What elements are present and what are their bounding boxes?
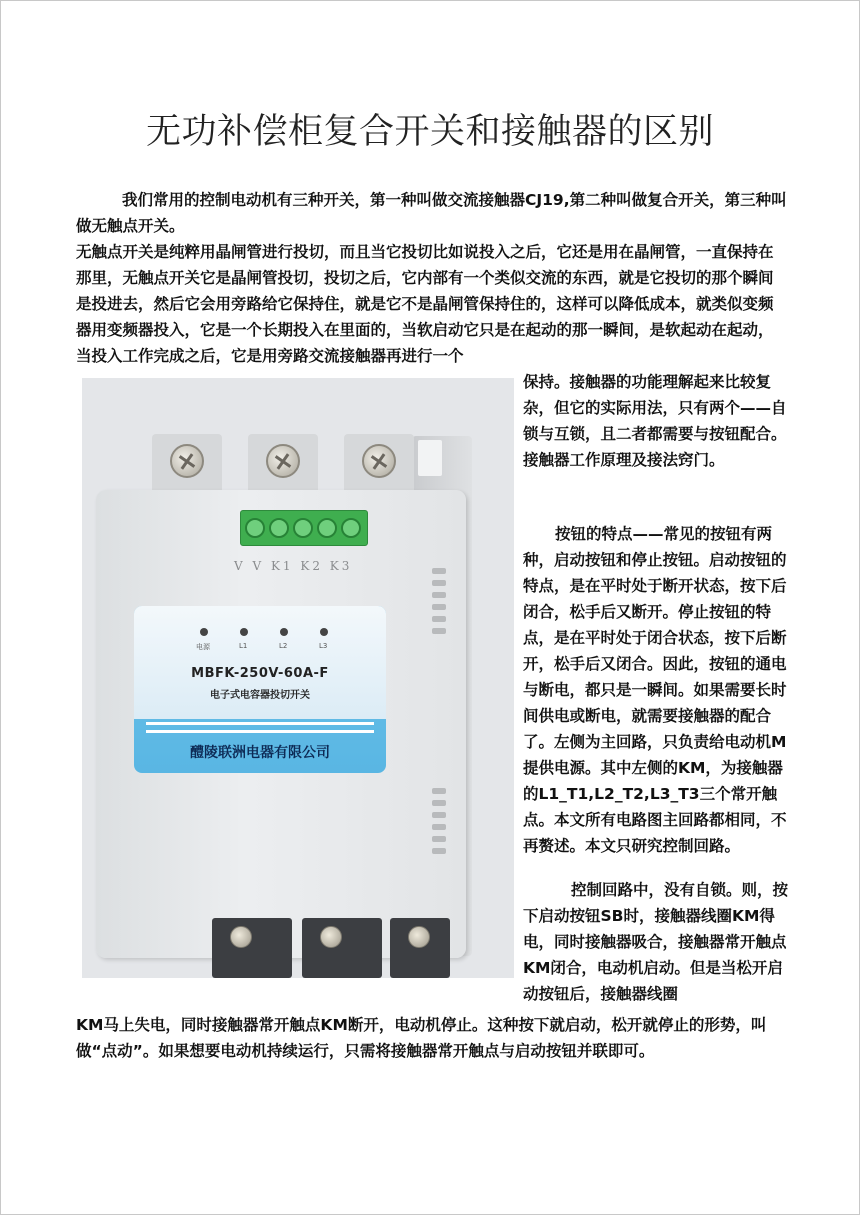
control-terminal xyxy=(240,510,368,546)
screw-icon xyxy=(170,444,204,478)
product-photo xyxy=(82,378,514,978)
screw-icon xyxy=(266,444,300,478)
company-name: 醴陵联洲电器有限公司 xyxy=(190,745,330,761)
mounting-ear xyxy=(418,440,442,476)
bottom-terminal-middle xyxy=(302,918,382,978)
led-label-l3: L3 xyxy=(319,642,328,650)
screw-icon xyxy=(320,926,342,948)
contactor-usage-text: 保持。接触器的功能理解起来比较复杂，但它的实际用法，只有两个——自锁与互锁，且二者都需要与按钮配合。 xyxy=(523,373,787,443)
led-label-l1: L1 xyxy=(239,642,248,650)
terminal-labels: V V K1 K2 K3 xyxy=(234,559,353,573)
vent-slots-lower xyxy=(432,788,446,860)
side-text-contactor xyxy=(523,369,793,473)
screw-icon xyxy=(230,926,252,948)
led-l3-icon xyxy=(320,628,328,636)
led-power-icon xyxy=(200,628,208,636)
front-label-panel xyxy=(134,606,386,773)
page-title: 无功补偿柜复合开关和接触器的区别 xyxy=(145,112,714,152)
label-upper-area xyxy=(134,606,386,719)
led-label-power: 电源 xyxy=(196,643,210,651)
contactor-tips-text: 接触器工作原理及接法窍门。 xyxy=(523,451,725,469)
side-text-buttons: 按钮的特点——常见的按钮有两种，启动按钮和停止按钮。启动按钮的特点，是在平时处于断开状态，按下后闭合，松手后又断开。停止按钮的特点，是在平时处于闭合状态，按下后断开，松手后又闭合。因此，按钮的通电与断电，都只是一瞬间。如果需要长时间供电或断电，就需要接触器的配合了。左侧为主回路，只负责给电动机M提供电源。其中左侧的KM，为接触器的L1_T1,L2_T2,L3_T3三个常开触点。本文所有电路图主回路都相同，不再赘述。本文只研究控制回路。 xyxy=(523,525,787,855)
label-stripe xyxy=(146,722,374,725)
label-stripe xyxy=(146,730,374,733)
vent-slots-upper xyxy=(432,568,446,640)
paragraph-intro: 我们常用的控制电动机有三种开关，第一种叫做交流接触器CJ19,第二种叫做复合开关，第三种叫做无触点开关。 xyxy=(76,191,787,235)
side-text-control-circuit: 控制回路中，没有自锁。则，按下启动按钮SB时，接触器线圈KM得电，同时接触器吸合，接触器常开触点KM闭合，电动机启动。但是当松开启动按钮后，接触器线圈 xyxy=(523,881,789,1003)
paragraph-jog-mode: KM马上失电，同时接触器常开触点KM断开，电动机停止。这种按下就启动，松开就停止的形势，叫做“点动”。如果想要电动机持续运行，只需将接触器常开触点与启动按钮并联即可。 xyxy=(76,1016,767,1060)
led-l1-icon xyxy=(240,628,248,636)
screw-icon xyxy=(362,444,396,478)
product-subtitle: 电子式电容器投切开关 xyxy=(210,690,310,701)
screw-icon xyxy=(408,926,430,948)
bottom-terminal-left xyxy=(212,918,292,978)
led-l2-icon xyxy=(280,628,288,636)
model-number: MBFK-250V-60A-F xyxy=(191,666,329,681)
paragraph-solid-state-switch: 无触点开关是纯粹用晶闸管进行投切，而且当它投切比如说投入之后，它还是用在晶闸管，一直保持在那里，无触点开关它是晶闸管投切，投切之后，它内部有一个类似交流的东西，就是它投切的那个瞬间是投进去，然后它会用旁路给它保持住，就是它不是晶闸管保持住的，这样可以降低成本，就类似变频器用变频器投入，它是一个长期投入在里面的，当软启动它只是在起动的那一瞬间，是软起动在起动，当投入工作完成之后，它是用旁路交流接触器再进行一个 xyxy=(76,243,774,365)
led-label-l2: L2 xyxy=(279,642,288,650)
